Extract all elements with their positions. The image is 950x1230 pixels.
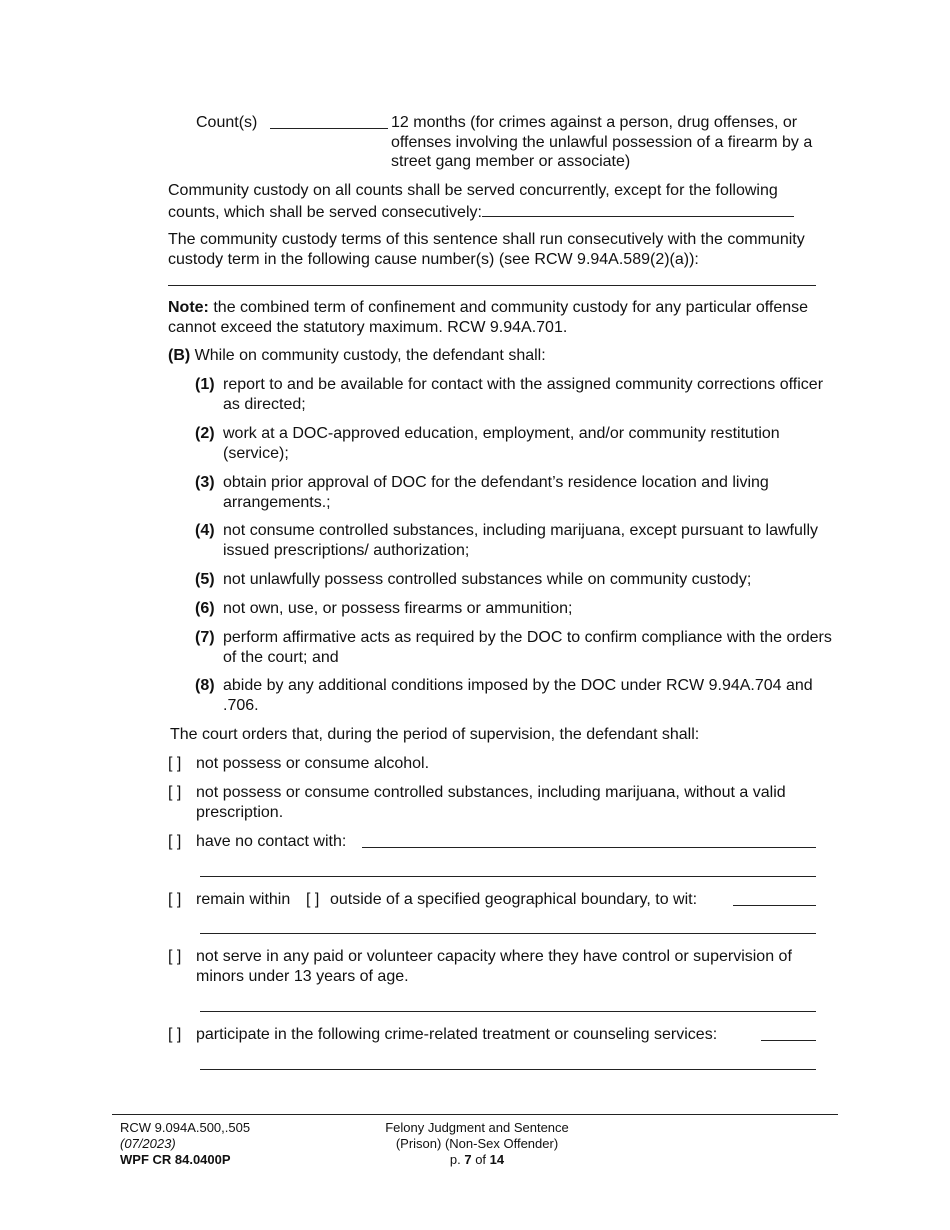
footer-rcw: RCW 9.094A.500,.505 [120, 1120, 251, 1135]
order-remain-within-text: remain within [196, 891, 291, 908]
condition-text: report to and be available for contact with the assigned community corrections officer as directed; [223, 376, 824, 413]
footer-center [357, 1120, 597, 1168]
condition-text: not consume controlled substances, including marijuana, except pursuant to lawfully issued prescriptions/ authorization; [223, 522, 818, 559]
condition-number: (7) [195, 629, 215, 646]
count-label: Count(s) [196, 114, 258, 131]
note-text: the combined term of confinement and community custody for any particular offense cannot exceed the statutory maximum. RCW 9.94A.701. [168, 299, 809, 336]
note-label: Note: [168, 299, 209, 316]
condition-number: (1) [195, 376, 215, 393]
checkbox[interactable]: [ ] [168, 784, 182, 801]
count-blank[interactable] [270, 128, 388, 129]
section-b-heading [168, 346, 832, 366]
section-b-label: (B) [168, 347, 191, 364]
no-contact-blank[interactable] [362, 847, 816, 848]
page-total: 14 [489, 1152, 505, 1167]
checkbox-outside[interactable]: [ ] [306, 891, 320, 908]
checkbox[interactable]: [ ] [168, 891, 182, 908]
court-orders-text: The court orders that, during the period of supervision, the defendant shall: [170, 726, 700, 743]
order-substances-text: not possess or consume controlled substances, including marijuana, without a valid prescription. [196, 784, 786, 821]
page-prefix: p. [449, 1152, 461, 1167]
order-alcohol-text: not possess or consume alcohol. [196, 755, 430, 772]
boundary-blank-2[interactable] [200, 933, 816, 934]
count-term-text: 12 months (for crimes against a person, drug offenses, or offenses involving the unlawful possession of a firearm by a street gang member or associate) [391, 114, 813, 170]
footer-rule [112, 1114, 838, 1115]
checkbox[interactable]: [ ] [168, 755, 182, 772]
treatment-blank[interactable] [761, 1040, 816, 1041]
condition-number: (2) [195, 425, 215, 442]
section-b-text: While on community custody, the defendant shall: [194, 347, 546, 364]
cause-number-blank[interactable] [168, 285, 816, 286]
footer-subtitle: (Prison) (Non-Sex Offender) [395, 1136, 559, 1151]
condition-text: work at a DOC-approved education, employment, and/or community restitution (service); [223, 425, 780, 462]
condition-text: not unlawfully possess controlled substances while on community custody; [223, 571, 752, 588]
condition-number: (6) [195, 600, 215, 617]
concurrent-paragraph [168, 181, 828, 222]
footer-form-number: WPF CR 84.0400P [120, 1152, 231, 1167]
checkbox[interactable]: [ ] [168, 833, 182, 850]
footer-title: Felony Judgment and Sentence [385, 1120, 569, 1135]
condition-text: not own, use, or possess firearms or ammunition; [223, 600, 573, 617]
condition-number: (5) [195, 571, 215, 588]
page-number: 7 [464, 1152, 472, 1167]
no-contact-blank-2[interactable] [200, 876, 816, 877]
order-no-contact-text: have no contact with: [196, 833, 347, 850]
condition-number: (4) [195, 522, 215, 539]
treatment-blank-2[interactable] [200, 1069, 816, 1070]
footer-page [357, 1152, 597, 1168]
concurrent-text: Community custody on all counts shall be served concurrently, except for the following counts, which shall be served consecutively: [168, 182, 778, 221]
checkbox[interactable]: [ ] [168, 948, 182, 965]
condition-number: (3) [195, 474, 215, 491]
condition-text: abide by any additional conditions imposed by the DOC under RCW 9.94A.704 and .706. [223, 677, 813, 714]
order-outside-text: outside of a specified geographical boundary, to wit: [330, 891, 698, 908]
consecutive-counts-blank[interactable] [482, 201, 794, 217]
note-paragraph [168, 298, 832, 337]
order-treatment-text: participate in the following crime-related treatment or counseling services: [196, 1026, 718, 1043]
footer-left [120, 1120, 250, 1168]
checkbox[interactable]: [ ] [168, 1026, 182, 1043]
minors-blank[interactable] [200, 1011, 816, 1012]
consecutive-text: The community custody terms of this sentence shall run consecutively with the community custody term in the following cause number(s) (see RCW 9.94A.589(2)(a)): [168, 231, 805, 268]
order-minors-text: not serve in any paid or volunteer capacity where they have control or supervision of minors under 13 years of age. [196, 948, 792, 985]
condition-number: (8) [195, 677, 215, 694]
page-of: of [475, 1152, 487, 1167]
condition-text: perform affirmative acts as required by the DOC to confirm compliance with the orders of the court; and [223, 629, 832, 666]
boundary-blank[interactable] [733, 905, 816, 906]
condition-text: obtain prior approval of DOC for the defendant’s residence location and living arrangements.; [223, 474, 769, 511]
footer-date: (07/2023) [120, 1136, 176, 1151]
